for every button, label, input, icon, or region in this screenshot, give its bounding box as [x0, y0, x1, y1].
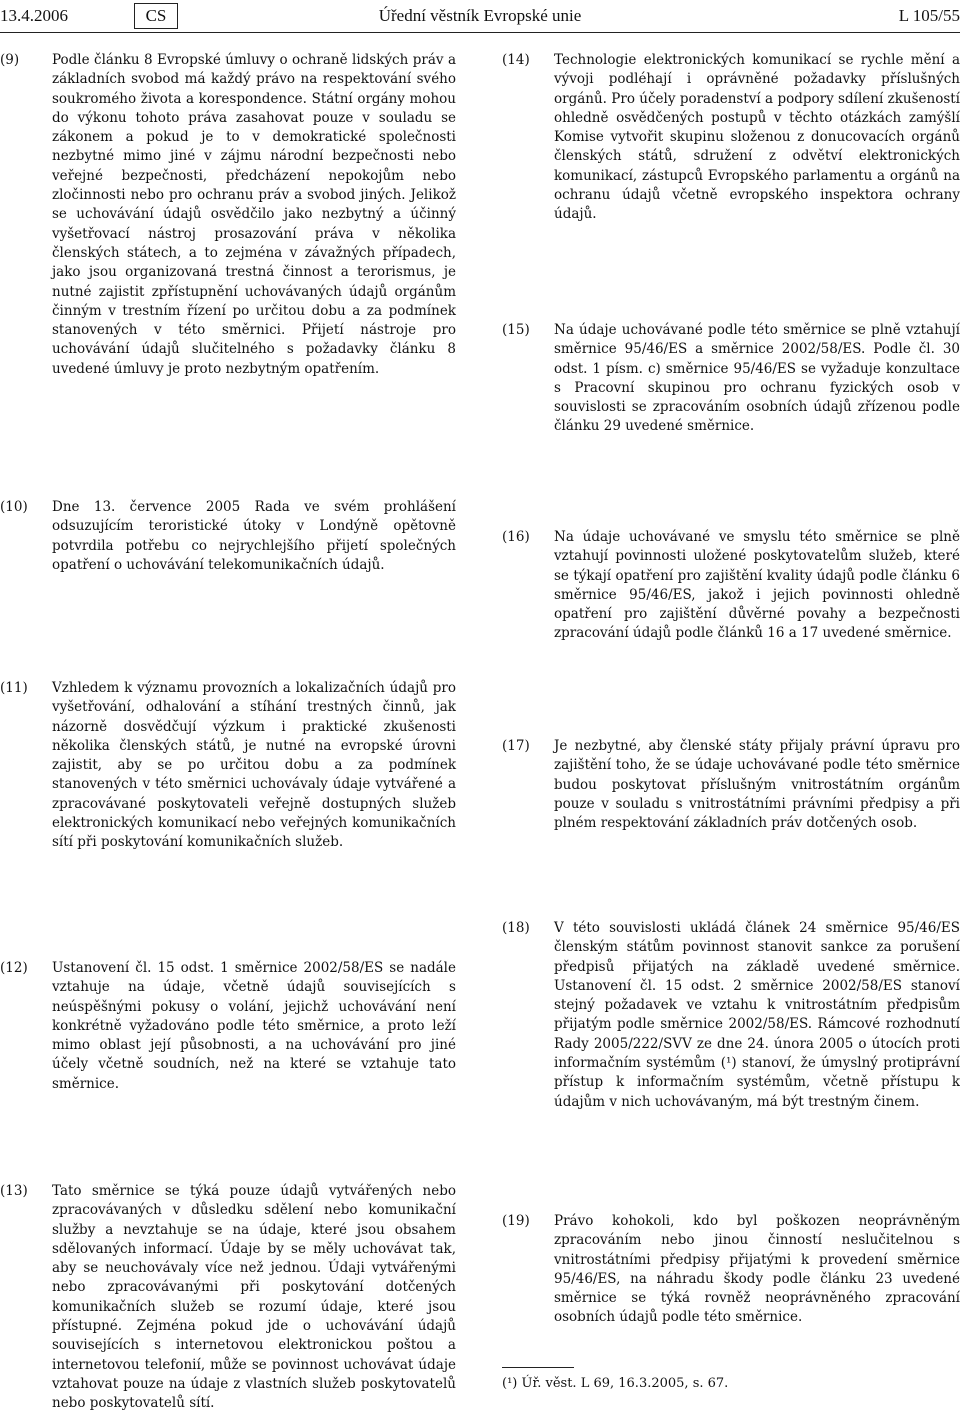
recital-number: (12) [0, 960, 28, 976]
recital-text: Podle článku 8 Evropské úmluvy o ochraně lidských práv a základních svobod má každý právo na respektování svého soukromého života a korespondence. Státní orgány mohou do výkonu tohoto práva zasahovat pouze v souladu se zákonem a pokud je to v demokratické společnosti nezbytné mimo jiné v zájmu národní bezpečnosti nebo veřejné bezpečnosti, předcházení nepokojům nebo zločinnosti nebo pro ochranu práv a svobod jiných. Jelikož se uchovávání údajů osvědčilo jako nezbytný a účinný vyšetřovací nástroj prosazování práva v několika členských státech, a to zejména v závažných případech, jako jsou organizovaná trestná činnost a terorismus, je nutné zajistit zpřístupnění uchovávaných údajů orgánům činným v trestním řízení po určitou dobu a za podmínek stanovených v této směrnici. Přijetí nástroje pro uchovávání údajů slučitelného s požadavky článku 8 uvedené úmluvy je proto nezbytným opatřením. [52, 52, 456, 377]
recital-number: (14) [502, 52, 530, 68]
recital-text: V této souvislosti ukládá článek 24 směrnice 95/46/ES členským státům povinnost stanovit sankce za porušení předpisů přijatých na základě uvedené směrnice. Ustanovení čl. 15 odst. 2 směrnice 2002/58/ES stanoví stejný požadavek ve vztahu k vnitrostátním předpisům přijatým podle směrnice 2002/58/ES. Rámcové rozhodnutí Rady 2005/222/SVV ze dne 24. února 2005 o útocích proti informačním systémům (¹) stanoví, že úmyslný protiprávní přístup k informačním systémům, včetně přístupu k údajům v nich uchovávaným, má být trestným činem. [554, 920, 960, 1110]
recital-text: Dne 13. července 2005 Rada ve svém prohlášení odsuzujícím teroristické útoky v Londýně opětovně potvrdila potřebu co nejrychlejšího přijetí společných opatření o uchovávání telekomunikačních údajů. [52, 499, 456, 573]
recital-text: Tato směrnice se týká pouze údajů vytvářených nebo zpracovávaných v důsledku sdělení nebo komunikační služby a nevztahuje se na údaje, které jsou obsahem sdělovaných informací. Údaje by se měly uchovávat tak, aby se neuchovávaly více než jednou. Údaji vytvářenými nebo zpracovávanými při poskytování dotčených komunikačních služeb se rozumí údaje, které jsou přístupné. Zejména pokud jde o uchovávání údajů souvisejících s internetovou elektronickou poštou a internetovou telefonií, může se povinnost uchovávat údaje vztahovat pouze na údaje z vlastních služeb poskytovatelů nebo poskytovatelů sítí. [52, 1183, 456, 1412]
recital-text: Na údaje uchovávané podle této směrnice se plně vztahují směrnice 95/46/ES a směrnice 2002/58/ES. Podle čl. 30 odst. 1 písm. c) směrnice 95/46/ES se vyžaduje konzultace s Pracovní skupinou pro ochranu fyzických osob v souvislosti se zpracováním osobních údajů zřízenou podle článku 29 uvedené směrnice. [554, 322, 960, 435]
recital-number: (10) [0, 499, 28, 515]
recital-number: (16) [502, 529, 530, 545]
recital-number: (9) [0, 52, 20, 68]
page-header [0, 0, 960, 33]
recital-number: (13) [0, 1183, 28, 1199]
page-number: L 105/55 [898, 6, 960, 25]
recital-number: (11) [0, 680, 28, 696]
recital-number: (17) [502, 738, 530, 754]
recital-number: (18) [502, 920, 530, 936]
recital-text: Je nezbytné, aby členské státy přijaly právní úpravu pro zajištění toho, že se údaje uchovávané podle této směrnice budou poskytovat příslušným vnitrostátním orgánům pouze v souladu s vnitrostátními právními předpisy a při plném respektování základních práv dotčených osob. [554, 738, 960, 832]
recital-text: Právo kohokoli, kdo byl poškozen neoprávněným zpracováním nebo jinou činností neslučitelnou s vnitrostátními předpisy přijatými k provedení směrnice 95/46/ES, na náhradu škody podle článku 23 uvedené směrnice se týká rovněž neoprávněného zpracování osobních údajů podle této směrnice. [554, 1213, 960, 1326]
recital-text: Technologie elektronických komunikací se rychle mění a vývoji podléhají i oprávněné požadavky příslušných orgánů. Pro účely poradenství a podpory sdílení zkušeností ohledně osvědčených postupů v těchto otázkách zamýšlí Komise vytvořit skupinu složenou z donucovacích orgánů členských států, sdružení z odvětví elektronických komunikací, zástupců Evropského parlamentu a orgánů na ochranu údajů včetně evropského inspektora ochrany údajů. [554, 52, 960, 223]
footnote: (¹) Úř. věst. L 69, 16.3.2005, s. 67. [502, 1376, 729, 1391]
recital-number: (15) [502, 322, 530, 338]
language-badge: CS [134, 3, 178, 29]
recital-text: Vzhledem k významu provozních a lokalizačních údajů pro vyšetřování, odhalování a stíhání trestných činnů, jak názorně dosvědčují výzkum i praktické zkušenosti několika členských států, je nutné na evropské úrovni zajistit, aby se po určitou dobu a za podmínek stanovených v této směrnici uchovávaly údaje vytvářené a zpracovávané poskytovateli veřejně dostupných služeb elektronických komunikací nebo veřejných komunikačních sítí při poskytování komunikačních služeb. [52, 680, 456, 851]
journal-title: Úřední věstník Evropské unie [378, 6, 582, 25]
header-date: 13.4.2006 [0, 6, 68, 25]
recital-number: (19) [502, 1213, 530, 1229]
recital-text: Na údaje uchovávané ve smyslu této směrnice se plně vztahují povinnosti uložené poskytovatelům služeb, které se týkají opatření pro zajištění kvality údajů podle článku 6 směrnice 95/46/ES, jakož i jejich povinnosti ohledně opatření pro zajištění důvěrné povahy a bezpečnosti zpracování údajů podle článků 16 a 17 uvedené směrnice. [554, 529, 960, 642]
recital-text: Ustanovení čl. 15 odst. 1 směrnice 2002/58/ES se nadále vztahuje na údaje, včetně údajů souvisejících s neúspěšnými pokusy o volání, jejichž uchovávání není konkrétně vyžadováno podle této směrnice, a proto leží mimo oblast její působnosti, a na uchovávání pro jiné účely včetně soudních, než na které se vztahuje tato směrnice. [52, 960, 456, 1092]
footnote-separator [502, 1367, 574, 1368]
